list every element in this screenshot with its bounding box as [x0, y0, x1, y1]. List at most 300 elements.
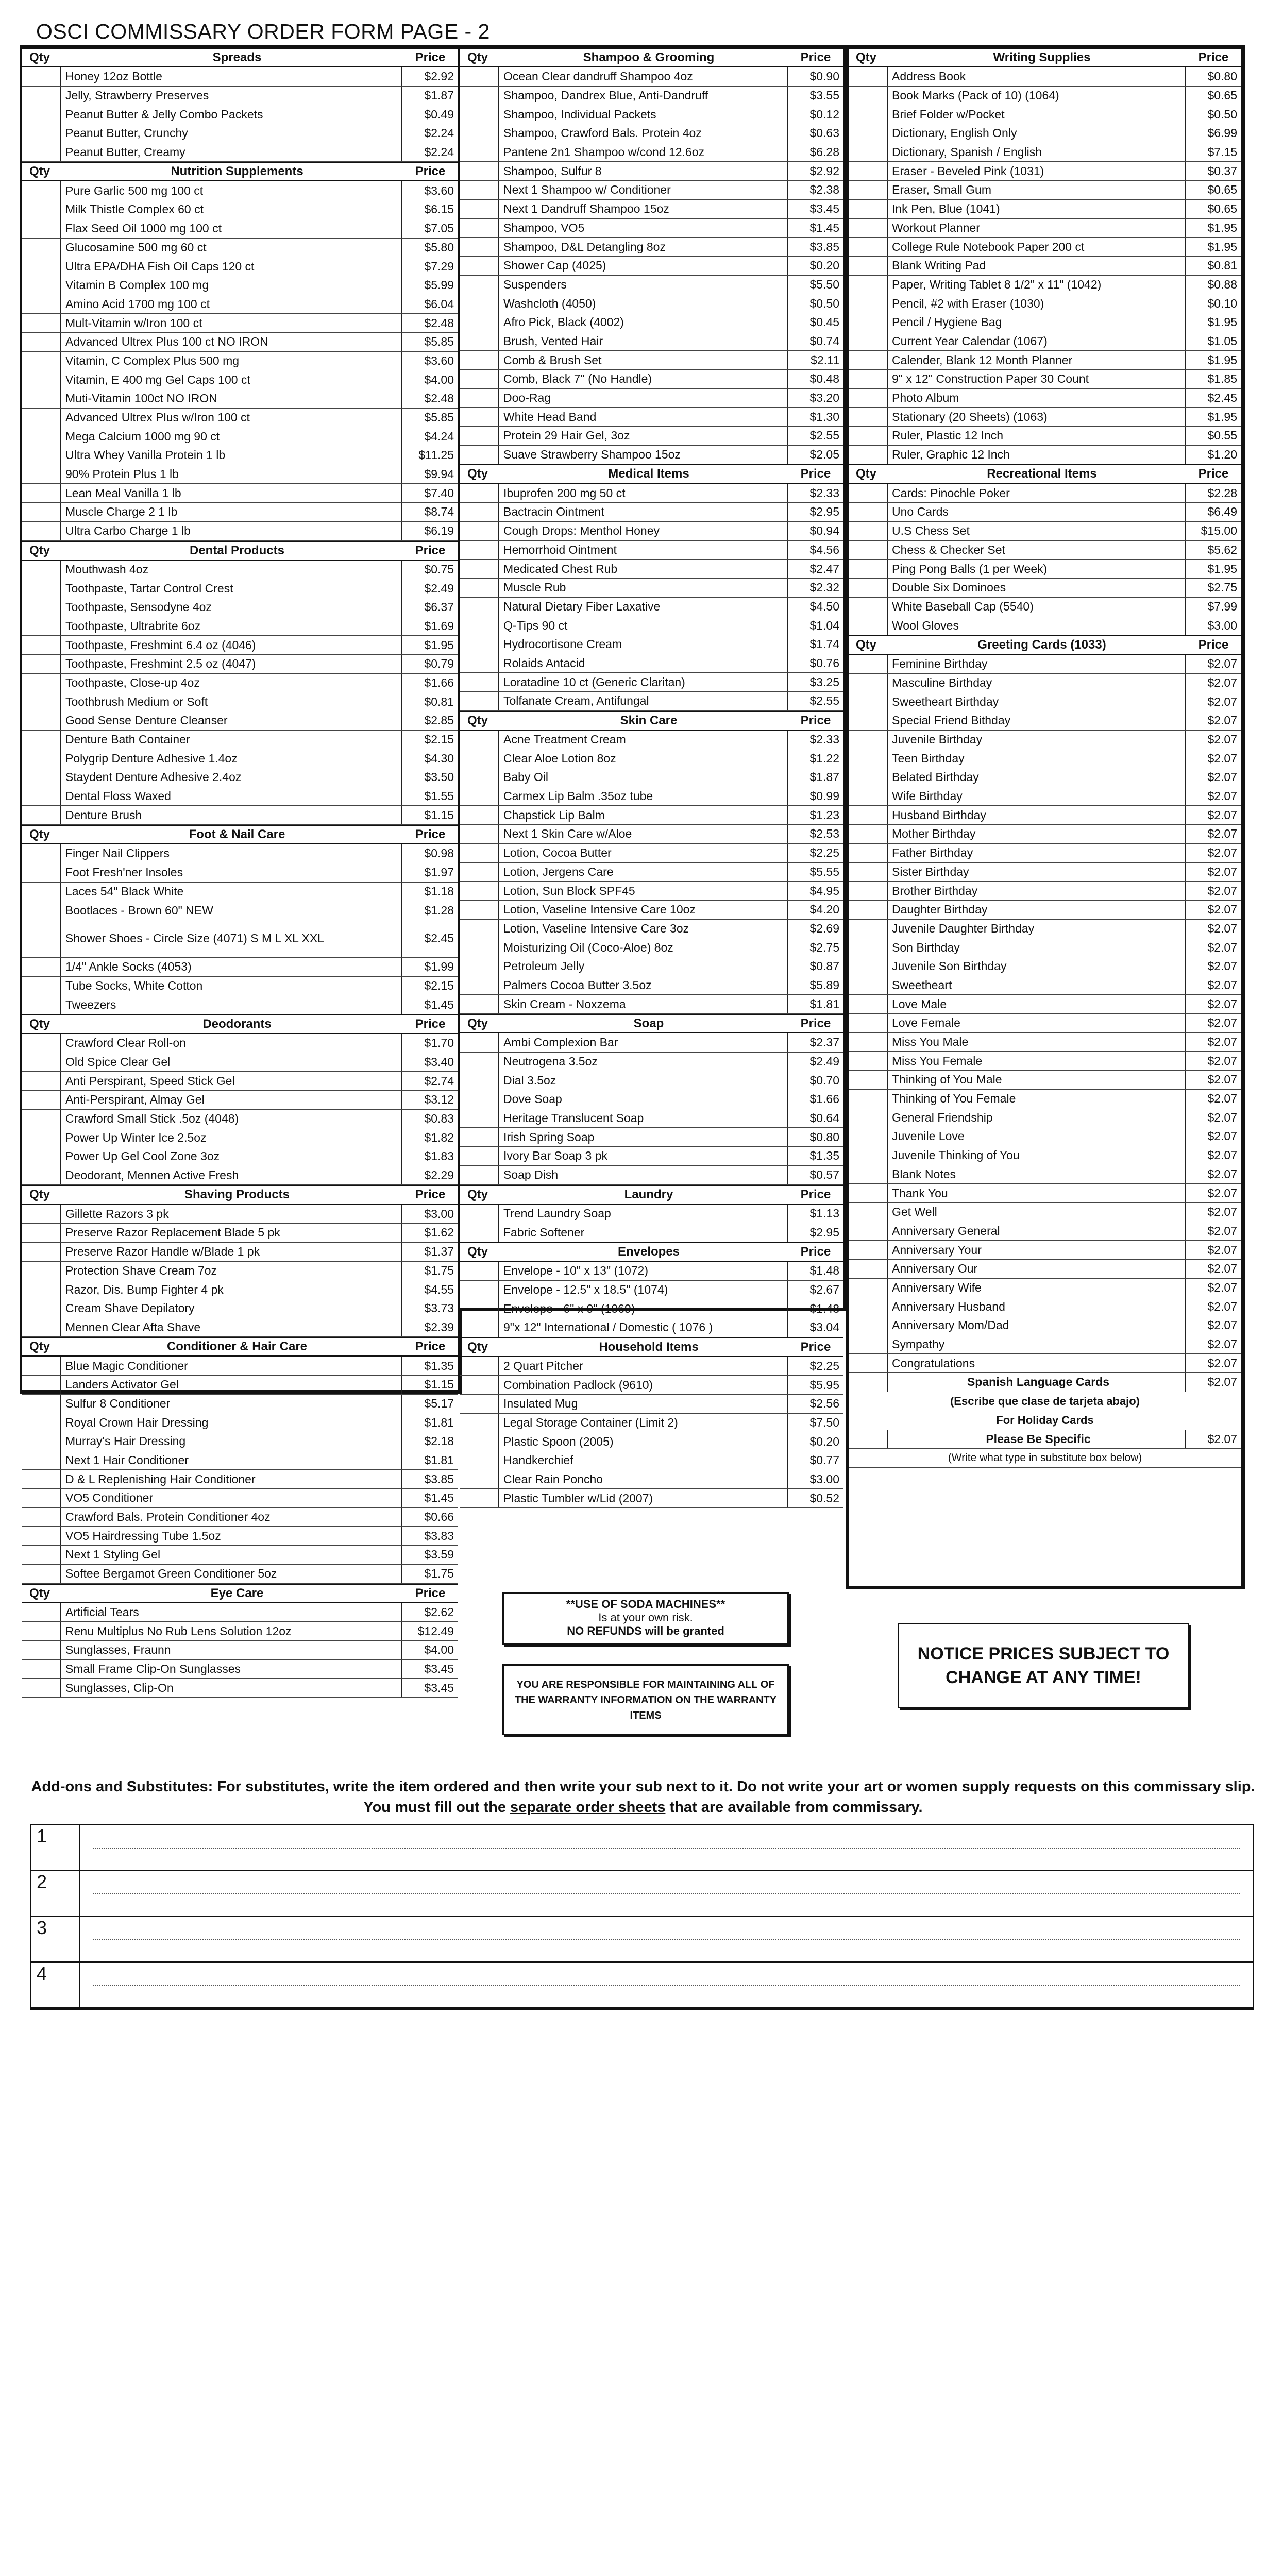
item-price: $0.48: [809, 372, 839, 386]
qty-field[interactable]: [460, 105, 499, 124]
qty-field[interactable]: [460, 484, 499, 502]
item-row: [22, 1318, 458, 1337]
qty-field[interactable]: [22, 1413, 61, 1432]
item-row: [460, 1090, 843, 1109]
qty-field[interactable]: [849, 806, 888, 824]
qty-field[interactable]: [22, 711, 61, 730]
qty-field[interactable]: [460, 787, 499, 806]
qty-field[interactable]: [849, 1108, 888, 1127]
qty-field[interactable]: [22, 257, 61, 276]
item-name: Anti Perspirant, Speed Stick Gel: [61, 1072, 402, 1090]
qty-field[interactable]: [22, 446, 61, 465]
qty-field[interactable]: [22, 1489, 61, 1507]
qty-field[interactable]: [460, 635, 499, 654]
qty-field[interactable]: [849, 200, 888, 218]
qty-field[interactable]: [22, 219, 61, 238]
qty-header: Qty: [856, 637, 877, 652]
qty-field[interactable]: [849, 294, 888, 313]
qty-field[interactable]: [460, 522, 499, 540]
qty-field[interactable]: [22, 1318, 61, 1337]
qty-field[interactable]: [22, 200, 61, 219]
qty-field[interactable]: [460, 1071, 499, 1090]
qty-field[interactable]: [460, 1318, 499, 1337]
item-row: [460, 162, 843, 181]
qty-field[interactable]: [849, 1090, 888, 1108]
qty-field[interactable]: [22, 1470, 61, 1488]
qty-field[interactable]: [460, 920, 499, 938]
qty-field[interactable]: [22, 1224, 61, 1242]
qty-field[interactable]: [849, 105, 888, 124]
qty-field[interactable]: [849, 1241, 888, 1259]
qty-field[interactable]: [460, 749, 499, 768]
qty-field[interactable]: [849, 219, 888, 238]
qty-field[interactable]: [460, 294, 499, 313]
qty-field[interactable]: [849, 1335, 888, 1354]
qty-field[interactable]: [849, 1165, 888, 1184]
qty-field[interactable]: [22, 883, 61, 901]
qty-field[interactable]: [22, 1280, 61, 1299]
qty-field[interactable]: [460, 731, 499, 749]
item-name: Juvenile Son Birthday: [888, 957, 1186, 976]
section-header: [460, 1337, 843, 1357]
qty-field[interactable]: [22, 389, 61, 408]
qty-field[interactable]: [22, 731, 61, 749]
qty-field[interactable]: [460, 844, 499, 862]
qty-field[interactable]: [460, 995, 499, 1013]
section: [849, 635, 1241, 1373]
qty-field[interactable]: [22, 617, 61, 636]
item-row: [849, 1260, 1241, 1279]
qty-field[interactable]: [849, 731, 888, 749]
item-name: Foot Fresh'ner Insoles: [61, 863, 402, 882]
qty-field[interactable]: [849, 616, 888, 635]
qty-field[interactable]: [849, 674, 888, 692]
qty-field[interactable]: [22, 958, 61, 976]
qty-field[interactable]: [849, 1052, 888, 1070]
qty-field[interactable]: [22, 1451, 61, 1470]
item-name: Heritage Translucent Soap: [499, 1109, 788, 1128]
item-row: [849, 1014, 1241, 1033]
qty-field[interactable]: [22, 636, 61, 654]
qty-field[interactable]: [849, 579, 888, 597]
qty-field[interactable]: [22, 561, 61, 579]
qty-field[interactable]: [460, 825, 499, 843]
item-name: Tube Socks, White Cotton: [61, 977, 402, 995]
item-name: Crawford Bals. Protein Conditioner 4oz: [61, 1508, 402, 1527]
qty-field[interactable]: [849, 332, 888, 351]
qty-field[interactable]: [460, 427, 499, 445]
qty-field[interactable]: [460, 560, 499, 578]
qty-field[interactable]: [849, 787, 888, 806]
qty-field[interactable]: [849, 1373, 888, 1392]
qty-field[interactable]: [849, 711, 888, 730]
qty-field[interactable]: [460, 503, 499, 521]
qty-field[interactable]: [849, 1260, 888, 1278]
qty-field[interactable]: [460, 276, 499, 294]
item-name: Moisturizing Oil (Coco-Aloe) 8oz: [499, 938, 788, 957]
qty-field[interactable]: [849, 1146, 888, 1165]
qty-field[interactable]: [22, 977, 61, 995]
item-name: Power Up Gel Cool Zone 3oz: [61, 1147, 402, 1166]
qty-field[interactable]: [460, 370, 499, 388]
qty-field[interactable]: [22, 787, 61, 806]
qty-field[interactable]: [849, 1071, 888, 1089]
qty-field[interactable]: [460, 219, 499, 238]
qty-field[interactable]: [460, 598, 499, 616]
item-price: $2.25: [809, 846, 839, 860]
qty-field[interactable]: [460, 1053, 499, 1071]
qty-field[interactable]: [22, 920, 61, 957]
qty-field[interactable]: [849, 938, 888, 957]
qty-field[interactable]: [22, 995, 61, 1014]
qty-field[interactable]: [22, 749, 61, 768]
qty-field[interactable]: [22, 352, 61, 370]
qty-field[interactable]: [460, 1357, 499, 1376]
qty-field[interactable]: [22, 1432, 61, 1451]
qty-field[interactable]: [849, 313, 888, 332]
qty-field[interactable]: [22, 1622, 61, 1640]
qty-field[interactable]: [460, 1262, 499, 1280]
qty-field[interactable]: [849, 484, 888, 502]
qty-field[interactable]: [460, 541, 499, 560]
qty-field[interactable]: [849, 844, 888, 862]
item-row: [460, 1109, 843, 1128]
substitute-line[interactable]: [80, 1825, 1253, 1870]
qty-field[interactable]: [849, 370, 888, 388]
qty-field[interactable]: [849, 67, 888, 86]
qty-field[interactable]: [22, 1262, 61, 1280]
qty-field[interactable]: [460, 1128, 499, 1146]
qty-field[interactable]: [22, 503, 61, 521]
qty-field[interactable]: [460, 87, 499, 105]
qty-field[interactable]: [849, 768, 888, 787]
item-row: [22, 1110, 458, 1129]
substitute-line[interactable]: [80, 1963, 1253, 2007]
qty-field[interactable]: [849, 863, 888, 882]
qty-field[interactable]: [460, 1109, 499, 1128]
item-name: Eraser - Beveled Pink (1031): [888, 162, 1186, 180]
qty-field[interactable]: [22, 1527, 61, 1545]
qty-field[interactable]: [22, 239, 61, 257]
qty-field[interactable]: [460, 143, 499, 162]
item-price: $2.48: [424, 392, 454, 405]
qty-field[interactable]: [22, 901, 61, 920]
item-price: $1.95: [1207, 315, 1237, 329]
item-price: $3.85: [424, 1472, 454, 1486]
item-row: [22, 995, 458, 1014]
qty-field[interactable]: [22, 1128, 61, 1147]
qty-field[interactable]: [460, 1281, 499, 1299]
item-row: [460, 541, 843, 560]
qty-field[interactable]: [22, 1565, 61, 1583]
qty-field[interactable]: [22, 314, 61, 332]
qty-field[interactable]: [22, 1147, 61, 1166]
qty-field[interactable]: [849, 1279, 888, 1297]
item-row: [22, 1395, 458, 1414]
qty-field[interactable]: [849, 389, 888, 408]
qty-field[interactable]: [22, 67, 61, 86]
qty-field[interactable]: [849, 1222, 888, 1241]
qty-field[interactable]: [849, 427, 888, 445]
qty-field[interactable]: [460, 1395, 499, 1413]
qty-field[interactable]: [849, 995, 888, 1013]
qty-field[interactable]: [22, 1053, 61, 1072]
qty-field[interactable]: [22, 1679, 61, 1697]
item-row: [849, 598, 1241, 617]
qty-field[interactable]: [22, 105, 61, 124]
qty-field[interactable]: [849, 1033, 888, 1052]
substitute-line[interactable]: [80, 1871, 1253, 1916]
qty-field[interactable]: [849, 446, 888, 464]
qty-field[interactable]: [460, 938, 499, 957]
item-row: [849, 389, 1241, 408]
qty-field[interactable]: [849, 1014, 888, 1032]
item-row: [460, 1414, 843, 1433]
section: [460, 48, 843, 464]
item-row: [22, 1072, 458, 1091]
qty-field[interactable]: [849, 901, 888, 919]
qty-field[interactable]: [849, 238, 888, 256]
qty-field[interactable]: [849, 162, 888, 180]
qty-field[interactable]: [849, 143, 888, 162]
qty-field[interactable]: [22, 370, 61, 389]
qty-field[interactable]: [460, 579, 499, 597]
qty-field[interactable]: [460, 654, 499, 673]
qty-field[interactable]: [849, 87, 888, 105]
qty-field[interactable]: [22, 1603, 61, 1622]
qty-field[interactable]: [460, 313, 499, 332]
qty-field[interactable]: [460, 1432, 499, 1451]
item-name: Denture Bath Container: [61, 731, 402, 749]
qty-field[interactable]: [460, 1489, 499, 1507]
qty-field[interactable]: [460, 692, 499, 710]
item-row: [849, 541, 1241, 560]
qty-field[interactable]: [22, 598, 61, 617]
qty-field[interactable]: [22, 1660, 61, 1679]
qty-field[interactable]: [22, 1357, 61, 1375]
qty-field[interactable]: [849, 1430, 888, 1449]
qty-field[interactable]: [22, 768, 61, 787]
item-price: $2.07: [1207, 1337, 1237, 1351]
qty-field[interactable]: [22, 863, 61, 882]
qty-field[interactable]: [460, 673, 499, 691]
qty-field[interactable]: [22, 579, 61, 598]
qty-field[interactable]: [460, 446, 499, 464]
qty-field[interactable]: [849, 882, 888, 900]
item-price: $0.74: [809, 334, 839, 348]
qty-field[interactable]: [22, 1034, 61, 1053]
qty-field[interactable]: [849, 957, 888, 976]
price-header: Price: [1198, 50, 1229, 64]
qty-field[interactable]: [460, 882, 499, 900]
qty-field[interactable]: [849, 1316, 888, 1335]
item-price: $1.22: [809, 751, 839, 765]
item-name: 2 Quart Pitcher: [499, 1357, 788, 1376]
qty-field[interactable]: [22, 1546, 61, 1564]
item-name: Soap Dish: [499, 1166, 788, 1184]
qty-field[interactable]: [460, 181, 499, 199]
qty-field[interactable]: [22, 1395, 61, 1413]
qty-field[interactable]: [22, 143, 61, 162]
item-name: Fabric Softener: [499, 1223, 788, 1242]
qty-field[interactable]: [22, 181, 61, 200]
qty-field[interactable]: [460, 1376, 499, 1394]
qty-field[interactable]: [22, 1205, 61, 1223]
qty-field[interactable]: [460, 768, 499, 787]
qty-field[interactable]: [849, 503, 888, 521]
qty-field[interactable]: [460, 863, 499, 882]
qty-field[interactable]: [22, 1110, 61, 1128]
qty-field[interactable]: [849, 522, 888, 540]
qty-field[interactable]: [849, 1203, 888, 1222]
item-row: [849, 768, 1241, 787]
item-row: [22, 579, 458, 598]
qty-field[interactable]: [22, 674, 61, 692]
qty-field[interactable]: [460, 1205, 499, 1223]
qty-field[interactable]: [460, 351, 499, 369]
qty-field[interactable]: [849, 560, 888, 578]
qty-field[interactable]: [460, 1414, 499, 1432]
item-price: $0.81: [424, 694, 454, 708]
item-name: White Head Band: [499, 408, 788, 426]
qty-field[interactable]: [22, 1243, 61, 1261]
qty-field[interactable]: [849, 1354, 888, 1372]
item-name: Ambi Complexion Bar: [499, 1033, 788, 1052]
item-price: $0.99: [809, 789, 839, 803]
qty-field[interactable]: [849, 1127, 888, 1146]
qty-field[interactable]: [849, 257, 888, 275]
qty-field[interactable]: [849, 1297, 888, 1316]
qty-field[interactable]: [849, 124, 888, 143]
item-price: $7.99: [1207, 599, 1237, 613]
item-name: Ocean Clear dandruff Shampoo 4oz: [499, 67, 788, 86]
item-row: [849, 938, 1241, 957]
qty-field[interactable]: [460, 616, 499, 635]
qty-field[interactable]: [460, 257, 499, 275]
qty-field[interactable]: [22, 409, 61, 427]
qty-field[interactable]: [460, 976, 499, 995]
qty-field[interactable]: [849, 598, 888, 616]
qty-field[interactable]: [460, 238, 499, 256]
item-price: $2.56: [809, 1397, 839, 1411]
item-price: $1.75: [424, 1567, 454, 1581]
qty-field[interactable]: [849, 825, 888, 843]
substitute-line[interactable]: [80, 1917, 1253, 1961]
qty-field[interactable]: [22, 806, 61, 824]
qty-field[interactable]: [849, 181, 888, 199]
item-row: [460, 1147, 843, 1166]
qty-field[interactable]: [22, 1072, 61, 1090]
qty-field[interactable]: [22, 692, 61, 711]
item-price: $5.85: [424, 335, 454, 349]
item-price: $2.11: [811, 353, 839, 367]
qty-field[interactable]: [849, 692, 888, 711]
item-name: Irish Spring Soap: [499, 1128, 788, 1146]
item-row: [460, 408, 843, 427]
qty-field[interactable]: [460, 806, 499, 824]
item-row: [22, 598, 458, 617]
item-price: $2.07: [1207, 675, 1237, 689]
qty-field[interactable]: [460, 1090, 499, 1109]
qty-field[interactable]: [460, 1166, 499, 1184]
item-name: Paper, Writing Tablet 8 1/2" x 11" (1042): [888, 276, 1186, 294]
qty-field[interactable]: [22, 1091, 61, 1109]
qty-field[interactable]: [849, 655, 888, 673]
item-row: [460, 143, 843, 162]
qty-field[interactable]: [22, 1641, 61, 1659]
qty-field[interactable]: [22, 1508, 61, 1527]
qty-field[interactable]: [460, 1033, 499, 1052]
qty-field[interactable]: [22, 276, 61, 295]
item-price: $2.07: [1207, 1243, 1237, 1257]
qty-field[interactable]: [460, 1299, 499, 1318]
item-price: $0.83: [424, 1112, 454, 1126]
qty-field[interactable]: [22, 87, 61, 105]
qty-field[interactable]: [22, 655, 61, 673]
item-name: Jelly, Strawberry Preserves: [61, 87, 402, 105]
qty-field[interactable]: [22, 465, 61, 484]
qty-field[interactable]: [849, 276, 888, 294]
qty-field[interactable]: [460, 124, 499, 143]
qty-field[interactable]: [849, 920, 888, 938]
qty-field[interactable]: [22, 1376, 61, 1394]
item-price: $2.07: [1207, 1262, 1237, 1276]
qty-field[interactable]: [22, 427, 61, 446]
qty-field[interactable]: [460, 408, 499, 426]
qty-field[interactable]: [460, 332, 499, 351]
qty-field[interactable]: [22, 522, 61, 540]
item-row: [460, 1489, 843, 1508]
qty-field[interactable]: [460, 957, 499, 976]
qty-field[interactable]: [22, 295, 61, 314]
qty-field[interactable]: [460, 1223, 499, 1242]
qty-field[interactable]: [460, 1147, 499, 1165]
qty-field[interactable]: [22, 844, 61, 863]
qty-field[interactable]: [460, 1451, 499, 1470]
qty-field[interactable]: [849, 976, 888, 995]
qty-field[interactable]: [849, 541, 888, 560]
item-price: $0.50: [809, 296, 839, 310]
qty-field[interactable]: [460, 901, 499, 919]
qty-field[interactable]: [22, 484, 61, 502]
item-name: Pencil, #2 with Eraser (1030): [888, 294, 1186, 313]
qty-field[interactable]: [22, 333, 61, 351]
qty-field[interactable]: [22, 1299, 61, 1318]
qty-field[interactable]: [460, 162, 499, 180]
qty-field[interactable]: [460, 200, 499, 218]
soda-line-3: NO REFUNDS will be granted: [567, 1624, 724, 1637]
qty-field[interactable]: [460, 1470, 499, 1489]
qty-field[interactable]: [460, 67, 499, 86]
section: [22, 1014, 458, 1185]
qty-field[interactable]: [849, 351, 888, 369]
item-row: [849, 655, 1241, 674]
qty-field[interactable]: [849, 408, 888, 426]
qty-header: Qty: [467, 713, 488, 727]
qty-field[interactable]: [460, 389, 499, 408]
qty-field[interactable]: [22, 1166, 61, 1185]
qty-field[interactable]: [22, 124, 61, 143]
section-header: [460, 711, 843, 731]
item-price: $3.60: [424, 353, 454, 367]
qty-field[interactable]: [849, 1184, 888, 1202]
item-row: [849, 351, 1241, 370]
item-name: Legal Storage Container (Limit 2): [499, 1414, 788, 1432]
qty-field[interactable]: [849, 749, 888, 768]
item-row: [22, 711, 458, 731]
item-name: Brush, Vented Hair: [499, 332, 788, 351]
item-row: [22, 1489, 458, 1508]
